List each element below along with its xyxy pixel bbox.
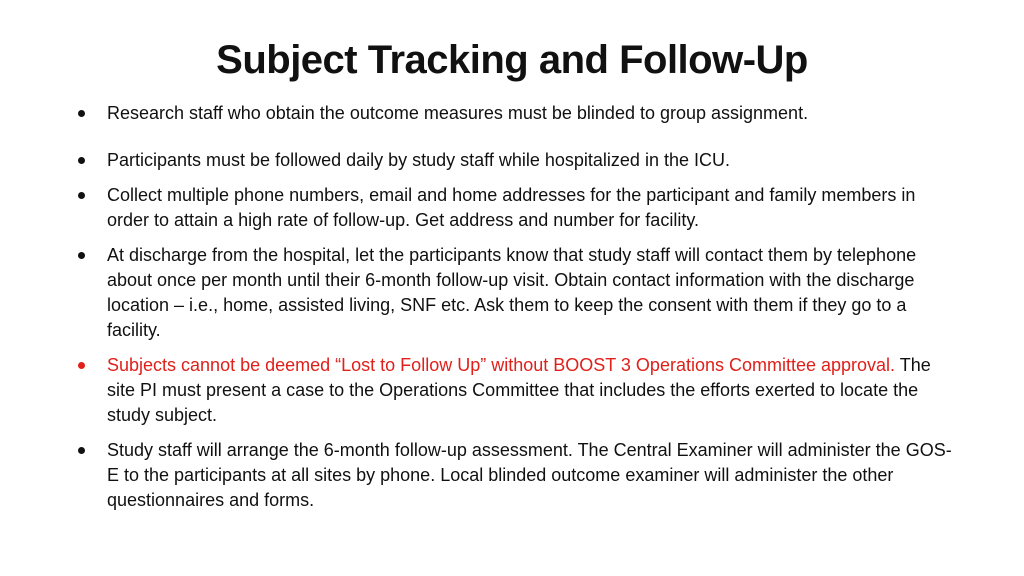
bullet-text: Collect multiple phone numbers, email and home addresses for the participant and family members in order to attain a high rate of follow-up. Get address and number for facility. [107, 185, 916, 230]
bullet-text: Research staff who obtain the outcome measures must be blinded to group assignment. [107, 103, 809, 123]
bullet-text: Study staff will arrange the 6-month follow-up assessment. The Central Examiner will administer the GOS-E to the participants at all sites by phone. Local blinded outcome examiner will administer the other questionnaires and forms. [107, 440, 952, 510]
bullet-list [70, 101, 960, 523]
slide-title: Subject Tracking and Follow-Up [216, 38, 808, 82]
bullet-dot-icon [78, 362, 85, 369]
bullet-text: The site PI must present a case to the Operations Committee that includes the efforts exerted to locate the study subject. [107, 355, 931, 425]
bullet-dot-icon [78, 110, 85, 117]
bullet-highlight-text: Subjects cannot be deemed “Lost to Follow Up” without BOOST 3 Operations Committee approval. [107, 355, 896, 375]
bullet-dot-icon [78, 157, 85, 164]
bullet-dot-icon [78, 192, 85, 199]
bullet-item [70, 148, 960, 173]
bullet-text: At discharge from the hospital, let the participants know that study staff will contact them by telephone about once per month until their 6-month follow-up visit. Obtain contact information with the discharge location – i.e., home, assisted living, SNF etc. Ask them to keep the consent with them if they go to a facility. [107, 245, 917, 340]
bullet-item-warning [70, 353, 960, 428]
bullet-item [70, 101, 960, 126]
bullet-item [70, 183, 960, 233]
bullet-item [70, 243, 960, 343]
bullet-text: Participants must be followed daily by study staff while hospitalized in the ICU. [107, 150, 730, 170]
bullet-dot-icon [78, 252, 85, 259]
bullet-item [70, 438, 960, 513]
bullet-dot-icon [78, 447, 85, 454]
